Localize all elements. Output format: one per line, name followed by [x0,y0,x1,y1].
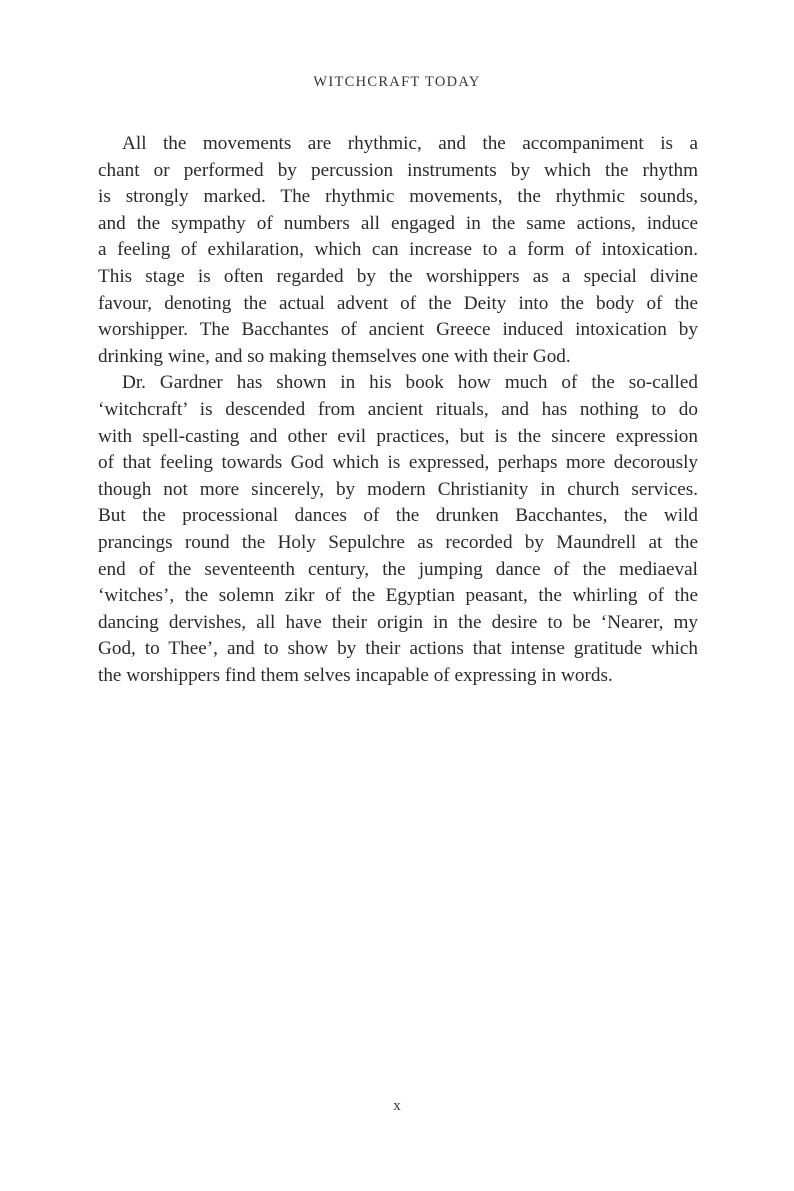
page-number: x [393,1098,401,1114]
text-line: ‘witches’, the solemn zikr of the Egyptian peasant, the whirling of the [98,585,698,607]
text-line: All the movements are rhythmic, and the accompaniment is a [122,133,698,154]
text-line: chant or performed by percussion instruments by which the rhythm [98,159,698,181]
text-line: prancings round the Holy Sepulchre as recorded by Maundrell at the [98,531,698,553]
text-line: drinking wine, and so making themselves one with their God. [98,345,571,367]
text-line: God, to Thee’, and to show by their actions that intense gratitude which [98,638,698,660]
text-line: a feeling of exhilaration, which can increase to a form of intoxication. [98,239,698,261]
text-line: the worshippers find them selves incapable of expressing in words. [98,664,613,686]
body-text [98,131,698,689]
text-line: worshipper. The Bacchantes of ancient Greece induced intoxication by [98,319,698,341]
text-line: end of the seventeenth century, the jumping dance of the mediaeval [98,558,698,580]
text-line: with spell-casting and other evil practices, but is the sincere expression [98,425,698,447]
text-line: though not more sincerely, by modern Christianity in church services. [98,478,698,500]
paragraph [98,131,698,370]
text-line: This stage is often regarded by the worshippers as a special divine [98,265,698,287]
running-header: WITCHCRAFT TODAY [313,74,481,90]
text-line: is strongly marked. The rhythmic movements, the rhythmic sounds, [98,186,698,208]
text-line: ‘witchcraft’ is descended from ancient rituals, and has nothing to do [98,398,698,420]
text-line: favour, denoting the actual advent of the Deity into the body of the [98,292,698,314]
paragraph [98,370,698,689]
text-line: dancing dervishes, all have their origin in the desire to be ‘Nearer, my [98,611,698,633]
text-line: Dr. Gardner has shown in his book how much of the so-called [122,372,698,394]
text-line: But the processional dances of the drunken Bacchantes, the wild [98,505,698,527]
text-line: of that feeling towards God which is expressed, perhaps more decorously [98,452,698,474]
text-line: and the sympathy of numbers all engaged in the same actions, induce [98,212,698,234]
